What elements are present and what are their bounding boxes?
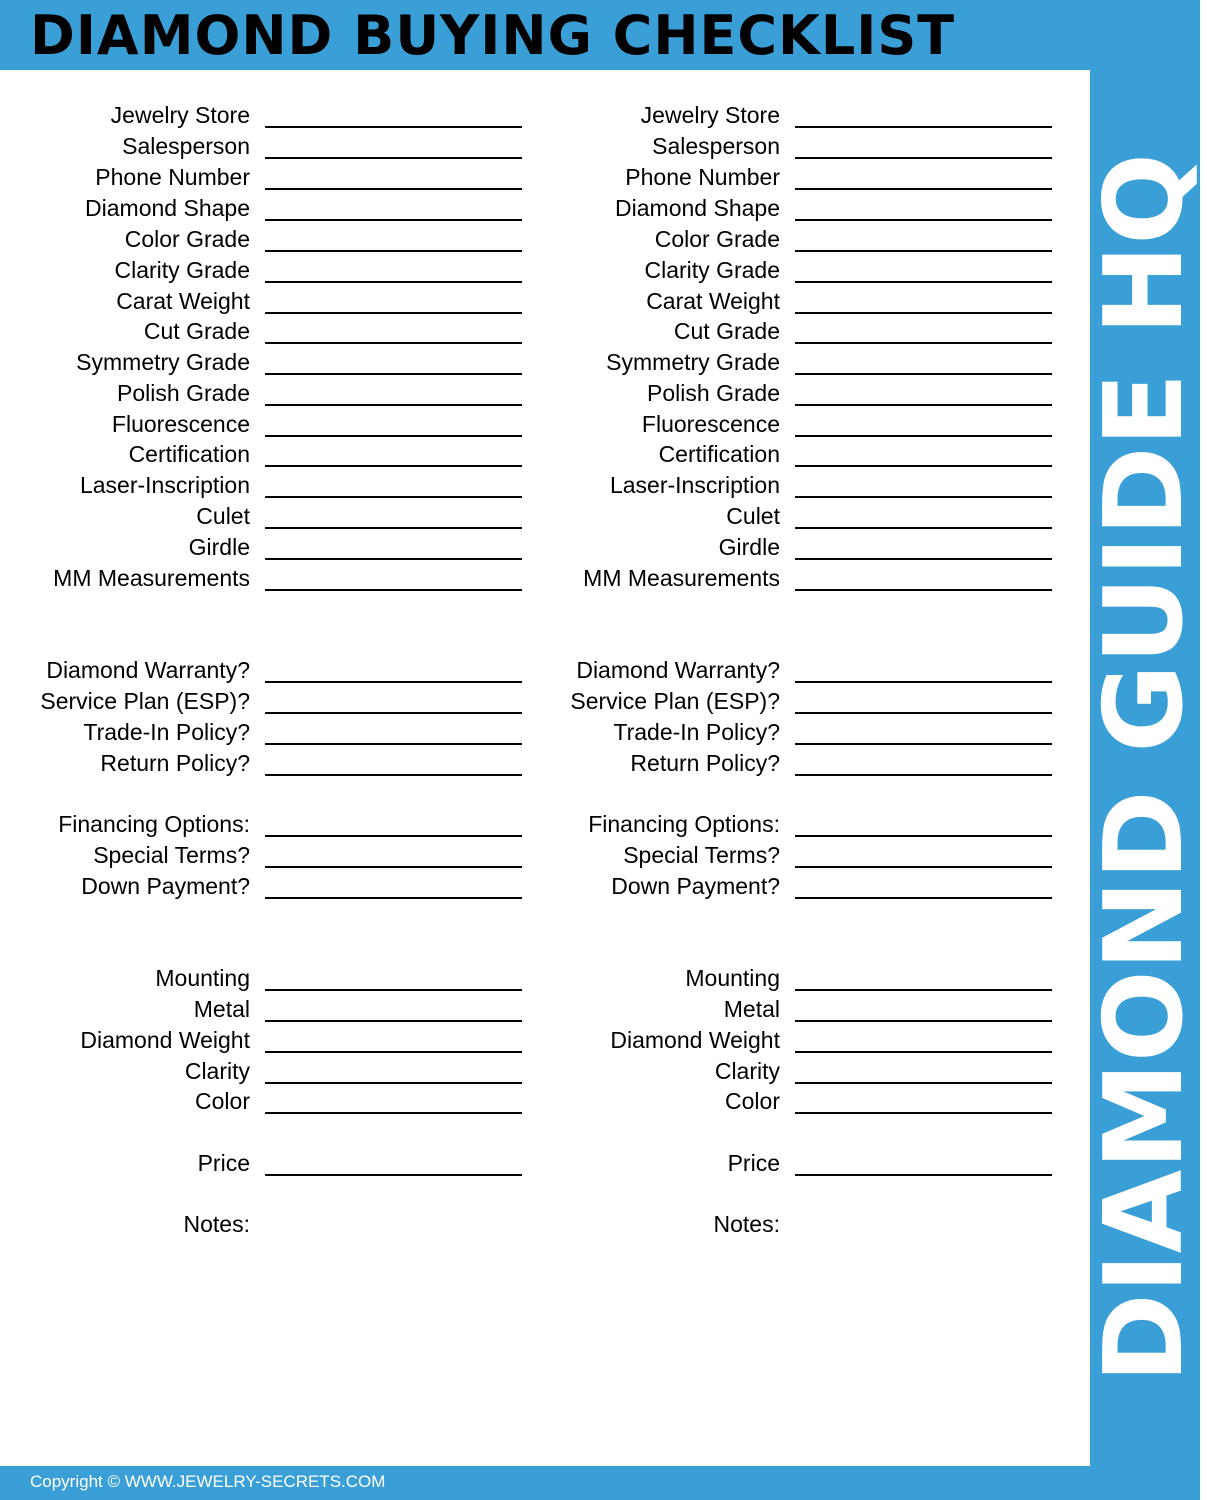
field-label: Mounting <box>685 965 780 991</box>
field-label: Fluorescence <box>641 411 780 437</box>
checklist-column-2 <box>530 0 1070 1466</box>
fill-in-line[interactable] <box>795 681 1052 683</box>
fill-in-line[interactable] <box>795 1051 1052 1053</box>
field-label: Phone Number <box>95 164 250 190</box>
fill-in-line[interactable] <box>265 312 522 314</box>
checklist-field-fluorescence <box>530 409 1070 440</box>
field-label: Price <box>197 1150 250 1176</box>
field-label: Carat Weight <box>116 288 250 314</box>
field-label: Clarity Grade <box>644 257 780 283</box>
checklist-field-jewelry-store <box>0 100 540 131</box>
checklist-field-polish-grade <box>530 378 1070 409</box>
fill-in-line[interactable] <box>265 897 522 899</box>
checklist-field-girdle <box>530 532 1070 563</box>
field-label: Cut Grade <box>143 318 250 344</box>
fill-in-line[interactable] <box>265 1082 522 1084</box>
fill-in-line[interactable] <box>795 188 1052 190</box>
checklist-field-financing-options <box>0 809 540 840</box>
checklist-field-phone-number <box>530 162 1070 193</box>
checklist-field-special-terms <box>530 840 1070 871</box>
field-label: Return Policy? <box>630 750 780 776</box>
fill-in-line[interactable] <box>265 835 522 837</box>
checklist-field-culet <box>0 501 540 532</box>
fill-in-line[interactable] <box>795 1174 1052 1176</box>
checklist-field-salesperson <box>0 131 540 162</box>
checklist-field-clarity <box>0 1056 540 1087</box>
fill-in-line[interactable] <box>795 1112 1052 1114</box>
checklist-field-notes <box>0 1209 540 1240</box>
checklist-field-diamond-weight <box>0 1025 540 1056</box>
fill-in-line[interactable] <box>795 835 1052 837</box>
checklist-field-culet <box>530 501 1070 532</box>
page-title: DIAMOND BUYING CHECKLIST <box>30 4 956 67</box>
fill-in-line[interactable] <box>265 743 522 745</box>
fill-in-line[interactable] <box>795 312 1052 314</box>
field-label: Color <box>195 1088 250 1114</box>
field-label: Special Terms? <box>623 842 780 868</box>
fill-in-line[interactable] <box>795 281 1052 283</box>
field-label: Polish Grade <box>117 380 250 406</box>
checklist-field-carat-weight <box>530 286 1070 317</box>
checklist-field-special-terms <box>0 840 540 871</box>
checklist-column-1 <box>0 0 540 1466</box>
fill-in-line[interactable] <box>265 496 522 498</box>
checklist-field-girdle <box>0 532 540 563</box>
checklist-field-carat-weight <box>0 286 540 317</box>
checklist-field-price <box>0 1148 540 1179</box>
fill-in-line[interactable] <box>795 496 1052 498</box>
checklist-field-mm-measurements <box>0 563 540 594</box>
checklist-field-metal <box>0 994 540 1025</box>
fill-in-line[interactable] <box>795 342 1052 344</box>
fill-in-line[interactable] <box>265 681 522 683</box>
checklist-field-mounting <box>0 963 540 994</box>
field-label: Clarity <box>714 1058 780 1084</box>
field-label: MM Measurements <box>583 565 780 591</box>
checklist-field-diamond-weight <box>530 1025 1070 1056</box>
field-label: Polish Grade <box>647 380 780 406</box>
field-label: Diamond Warranty? <box>46 657 250 683</box>
checklist-field-phone-number <box>0 162 540 193</box>
side-brand-bar <box>1082 70 1207 1466</box>
checklist-field-cut-grade <box>530 316 1070 347</box>
field-label: Diamond Shape <box>85 195 250 221</box>
checklist-field-clarity-grade <box>530 255 1070 286</box>
fill-in-line[interactable] <box>265 558 522 560</box>
field-label: Laser-Inscription <box>79 472 250 498</box>
field-label: Laser-Inscription <box>609 472 780 498</box>
fill-in-line[interactable] <box>265 465 522 467</box>
field-label: Color Grade <box>654 226 780 252</box>
fill-in-line[interactable] <box>265 589 522 591</box>
checklist-field-jewelry-store <box>530 100 1070 131</box>
checklist-field-clarity-grade <box>0 255 540 286</box>
checklist-field-laser-inscription <box>0 470 540 501</box>
field-label: Girdle <box>188 534 250 560</box>
checklist-field-mounting <box>530 963 1070 994</box>
checklist-field-service-plan-esp <box>0 686 540 717</box>
fill-in-line[interactable] <box>795 712 1052 714</box>
field-label: Jewelry Store <box>110 102 250 128</box>
field-label: MM Measurements <box>53 565 250 591</box>
fill-in-line[interactable] <box>265 281 522 283</box>
checklist-field-down-payment <box>0 871 540 902</box>
checklist-field-down-payment <box>530 871 1070 902</box>
fill-in-line[interactable] <box>795 866 1052 868</box>
checklist-field-polish-grade <box>0 378 540 409</box>
field-label: Metal <box>193 996 250 1022</box>
checklist-field-symmetry-grade <box>530 347 1070 378</box>
fill-in-line[interactable] <box>265 527 522 529</box>
fill-in-line[interactable] <box>795 774 1052 776</box>
field-label: Notes: <box>713 1211 780 1237</box>
field-label: Salesperson <box>652 133 780 159</box>
brand-name: DIAMOND GUIDE HQ <box>1082 152 1207 1384</box>
checklist-field-mm-measurements <box>530 563 1070 594</box>
checklist-field-financing-options <box>530 809 1070 840</box>
fill-in-line[interactable] <box>795 527 1052 529</box>
fill-in-line[interactable] <box>265 157 522 159</box>
fill-in-line[interactable] <box>265 1174 522 1176</box>
field-label: Symmetry Grade <box>606 349 780 375</box>
field-label: Down Payment? <box>611 873 780 899</box>
fill-in-line[interactable] <box>265 712 522 714</box>
field-label: Price <box>727 1150 780 1176</box>
checklist-field-return-policy <box>0 748 540 779</box>
field-label: Financing Options: <box>58 811 250 837</box>
fill-in-line[interactable] <box>795 989 1052 991</box>
fill-in-line[interactable] <box>795 157 1052 159</box>
field-label: Culet <box>196 503 250 529</box>
field-label: Diamond Warranty? <box>576 657 780 683</box>
fill-in-line[interactable] <box>265 250 522 252</box>
checklist-field-certification <box>530 439 1070 470</box>
field-label: Financing Options: <box>588 811 780 837</box>
footer-bar <box>0 1466 1200 1500</box>
field-label: Special Terms? <box>93 842 250 868</box>
field-label: Symmetry Grade <box>76 349 250 375</box>
field-label: Color Grade <box>124 226 250 252</box>
field-label: Certification <box>128 441 250 467</box>
checklist-field-price <box>530 1148 1070 1179</box>
fill-in-line[interactable] <box>265 404 522 406</box>
checklist-field-trade-in-policy <box>0 717 540 748</box>
checklist-field-certification <box>0 439 540 470</box>
checklist-field-cut-grade <box>0 316 540 347</box>
fill-in-line[interactable] <box>795 435 1052 437</box>
checklist-field-symmetry-grade <box>0 347 540 378</box>
field-label: Trade-In Policy? <box>613 719 780 745</box>
checklist-field-diamond-warranty <box>0 655 540 686</box>
fill-in-line[interactable] <box>795 373 1052 375</box>
field-label: Down Payment? <box>81 873 250 899</box>
fill-in-line[interactable] <box>265 342 522 344</box>
fill-in-line[interactable] <box>265 774 522 776</box>
fill-in-line[interactable] <box>265 1020 522 1022</box>
field-label: Phone Number <box>625 164 780 190</box>
fill-in-line[interactable] <box>795 219 1052 221</box>
fill-in-line[interactable] <box>795 897 1052 899</box>
fill-in-line[interactable] <box>795 465 1052 467</box>
copyright-text: Copyright © WWW.JEWELRY-SECRETS.COM <box>30 1472 386 1491</box>
checklist-field-notes <box>530 1209 1070 1240</box>
checklist-field-clarity <box>530 1056 1070 1087</box>
fill-in-line[interactable] <box>265 1051 522 1053</box>
field-label: Metal <box>723 996 780 1022</box>
field-label: Clarity Grade <box>114 257 250 283</box>
field-label: Trade-In Policy? <box>83 719 250 745</box>
field-label: Service Plan (ESP)? <box>570 688 780 714</box>
field-label: Return Policy? <box>100 750 250 776</box>
fill-in-line[interactable] <box>795 558 1052 560</box>
checklist-field-salesperson <box>530 131 1070 162</box>
checklist-field-laser-inscription <box>530 470 1070 501</box>
field-label: Diamond Weight <box>610 1027 780 1053</box>
field-label: Culet <box>726 503 780 529</box>
field-label: Fluorescence <box>111 411 250 437</box>
field-label: Diamond Weight <box>80 1027 250 1053</box>
fill-in-line[interactable] <box>265 188 522 190</box>
checklist-field-color <box>530 1086 1070 1117</box>
fill-in-line[interactable] <box>795 589 1052 591</box>
field-label: Girdle <box>718 534 780 560</box>
fill-in-line[interactable] <box>795 1020 1052 1022</box>
fill-in-line[interactable] <box>265 1112 522 1114</box>
field-label: Cut Grade <box>673 318 780 344</box>
checklist-field-fluorescence <box>0 409 540 440</box>
fill-in-line[interactable] <box>265 373 522 375</box>
checklist-field-return-policy <box>530 748 1070 779</box>
field-label: Notes: <box>183 1211 250 1237</box>
fill-in-line[interactable] <box>265 866 522 868</box>
fill-in-line[interactable] <box>265 435 522 437</box>
fill-in-line[interactable] <box>265 219 522 221</box>
field-label: Carat Weight <box>646 288 780 314</box>
checklist-field-metal <box>530 994 1070 1025</box>
checklist-field-diamond-shape <box>530 193 1070 224</box>
field-label: Salesperson <box>122 133 250 159</box>
checklist-field-trade-in-policy <box>530 717 1070 748</box>
checklist-field-color <box>0 1086 540 1117</box>
field-label: Color <box>725 1088 780 1114</box>
checklist-field-color-grade <box>530 224 1070 255</box>
fill-in-line[interactable] <box>795 1082 1052 1084</box>
fill-in-line[interactable] <box>795 743 1052 745</box>
field-label: Jewelry Store <box>640 102 780 128</box>
field-label: Diamond Shape <box>615 195 780 221</box>
checklist-field-color-grade <box>0 224 540 255</box>
checklist-field-diamond-shape <box>0 193 540 224</box>
fill-in-line[interactable] <box>795 126 1052 128</box>
fill-in-line[interactable] <box>795 404 1052 406</box>
checklist-field-diamond-warranty <box>530 655 1070 686</box>
checklist-field-service-plan-esp <box>530 686 1070 717</box>
field-label: Service Plan (ESP)? <box>40 688 250 714</box>
fill-in-line[interactable] <box>795 250 1052 252</box>
field-label: Mounting <box>155 965 250 991</box>
fill-in-line[interactable] <box>265 126 522 128</box>
field-label: Certification <box>658 441 780 467</box>
fill-in-line[interactable] <box>265 989 522 991</box>
field-label: Clarity <box>184 1058 250 1084</box>
